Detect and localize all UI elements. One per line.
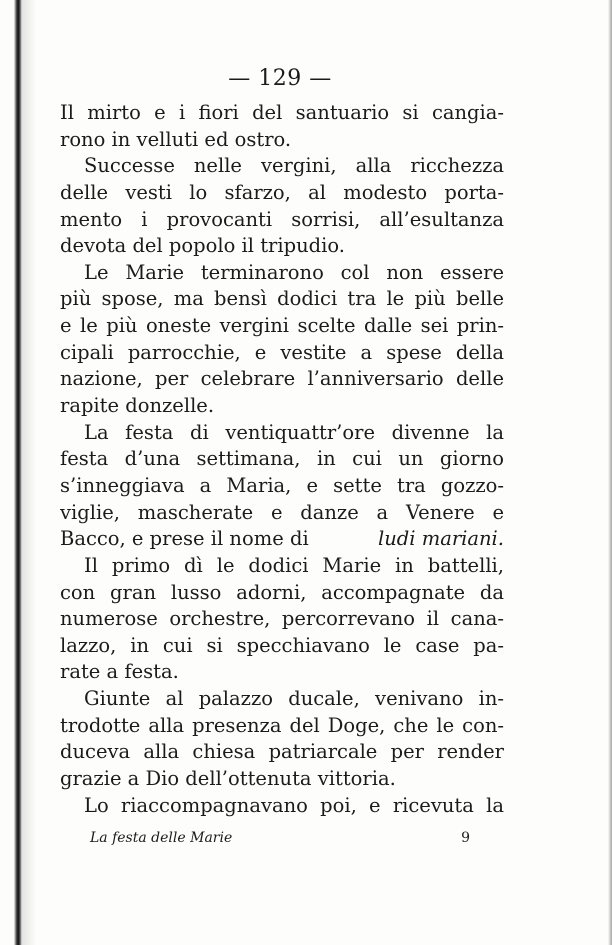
running-title: La festa delle Marie (90, 830, 233, 846)
text-line: lazzo, in cui si specchiavano le case pa- (60, 633, 504, 657)
text-line: Il mirto e i fiori del santuario si cangia- (60, 101, 504, 124)
text-line-part: Bacco, e prese il nome di (60, 527, 309, 551)
text-line: rapite donzelle. (60, 394, 215, 418)
italic-phrase: ludi mariani. (377, 527, 504, 551)
text-line: delle vesti lo sfarzo, al modesto porta- (60, 180, 504, 204)
text-line: Il primo dì le dodici Marie in battelli, (84, 553, 504, 577)
text-line: s’inneggiava a Maria, e sette tra gozzo- (60, 473, 504, 497)
text-line-with-italic (60, 526, 504, 553)
text-line: numerose orchestre, percorrevano il cana- (60, 607, 504, 631)
text-line: mento i provocanti sorrisi, all’esultanza (60, 207, 504, 231)
signature-mark: 9 (461, 830, 470, 846)
text-line: trodotte alla presenza del Doge, che le con- (60, 713, 504, 737)
text-line: festa d’una settimana, in cui un giorno (60, 447, 504, 471)
text-line: e le più oneste vergini scelte dalle sei prin- (60, 314, 504, 338)
text-line: con gran lusso adorni, accompagnate da (60, 580, 504, 604)
text-line: Lo riaccompagnavano poi, e ricevuta la (84, 793, 504, 817)
text-line: duceva alla chiesa patriarcale per render (60, 740, 504, 764)
page-number: — 129 — (228, 66, 332, 91)
book-spine (14, 0, 22, 945)
text-line: grazie a Dio dell’ottenuta vittoria. (60, 767, 396, 791)
text-line: cipali parrocchie, e vestite a spese della (60, 340, 504, 364)
text-line: rate a festa. (60, 660, 179, 684)
text-line: più spose, ma bensì dodici tra le più belle (60, 287, 504, 311)
text-line: viglie, mascherate e danze a Venere e (60, 500, 504, 524)
text-line: devota del popolo il tripudio. (60, 234, 345, 258)
spine-shadow (22, 0, 36, 945)
page-edge (608, 0, 612, 945)
text-line: La festa di ventiquattr’ore divenne la (84, 420, 504, 444)
text-line: Le Marie terminarono col non essere (84, 260, 504, 284)
text-line: Giunte al palazzo ducale, venivano in- (84, 687, 504, 711)
text-line: rono in velluti ed ostro. (60, 127, 292, 151)
page-footer (90, 830, 470, 852)
text-line: nazione, per celebrare l’anniversario delle (60, 367, 504, 391)
text-line: Successe nelle vergini, alla ricchezza (84, 154, 504, 178)
body-text (60, 100, 504, 819)
